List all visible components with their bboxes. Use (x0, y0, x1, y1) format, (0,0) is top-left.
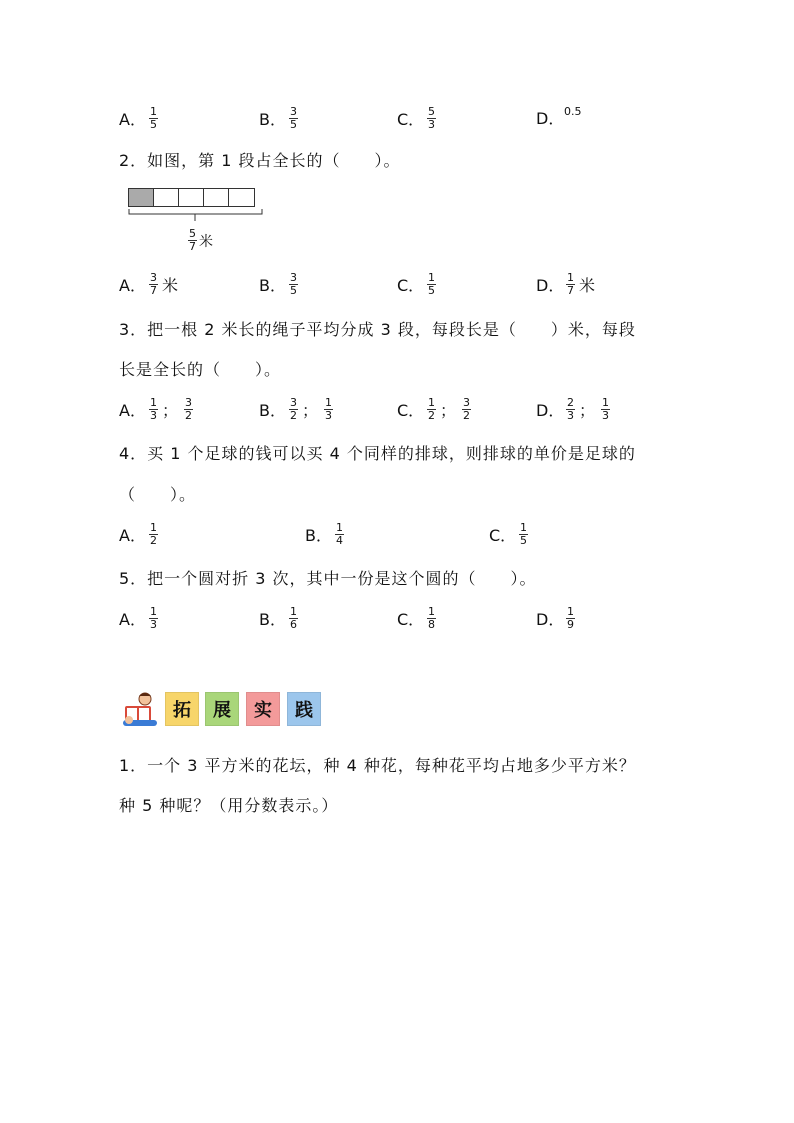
option-unit: 米 (162, 276, 179, 295)
fraction-numerator: 5 (428, 105, 435, 118)
fraction-denominator: 8 (428, 618, 435, 631)
fraction-denominator: 6 (290, 618, 297, 631)
fraction-denominator: 5 (150, 118, 157, 131)
fraction-denominator: 3 (567, 409, 574, 422)
fraction-denominator: 3 (428, 118, 435, 131)
option-separator: ； (162, 401, 179, 420)
reading-child-icon (121, 690, 159, 728)
option-b (259, 106, 300, 131)
fraction (289, 606, 298, 631)
fraction-denominator: 2 (185, 409, 193, 422)
option-b (305, 522, 346, 547)
fraction-denominator: 4 (336, 534, 343, 547)
bar-segment (229, 189, 254, 206)
fraction-numerator: 1 (325, 396, 333, 409)
bar-segment (154, 189, 179, 206)
option-separator: ； (579, 401, 596, 420)
option-value: 0.5 (564, 105, 582, 118)
option-letter: A． (119, 610, 146, 629)
option-letter: D． (536, 401, 565, 420)
option-letter: D． (536, 276, 565, 295)
fraction-numerator: 3 (463, 396, 471, 409)
fraction (462, 397, 471, 422)
section-title-tile: 实 (246, 692, 280, 726)
fraction (427, 272, 436, 297)
fraction (149, 397, 158, 422)
option-letter: C． (489, 526, 517, 545)
fraction-denominator: 7 (150, 284, 157, 297)
fraction-denominator: 3 (325, 409, 333, 422)
option-letter: C． (397, 610, 425, 629)
fraction (324, 397, 333, 422)
fraction (566, 397, 575, 422)
fraction (289, 106, 298, 131)
option-c (397, 397, 473, 422)
option-letter: A． (119, 110, 146, 129)
option-b (259, 272, 300, 297)
fraction (566, 606, 575, 631)
fraction (149, 106, 158, 131)
practice-question-line2: 种 5 种呢？（用分数表示。） (119, 796, 339, 815)
q5-question: 5．把一个圆对折 3 次，其中一份是这个圆的（ ）。 (119, 569, 537, 588)
option-separator: ； (440, 401, 457, 420)
option-letter: C． (397, 401, 425, 420)
fraction (566, 272, 575, 297)
option-a (119, 606, 160, 631)
option-c (489, 522, 530, 547)
fraction-numerator: 3 (290, 105, 297, 118)
fraction (149, 522, 158, 547)
fraction-numerator: 1 (520, 521, 527, 534)
fraction-numerator: 3 (185, 396, 193, 409)
fraction-denominator: 2 (428, 409, 435, 422)
option-letter: B． (259, 276, 286, 295)
option-a (119, 397, 195, 422)
fraction-numerator: 1 (150, 396, 157, 409)
fraction-numerator: 1 (150, 605, 157, 618)
option-letter: D． (536, 109, 565, 128)
fraction (427, 397, 436, 422)
bracket-length-label: $\frac{5}{7}$ 米 (189, 227, 213, 253)
option-d (536, 106, 582, 129)
fraction (427, 606, 436, 631)
option-letter: A． (119, 276, 146, 295)
option-unit: 米 (579, 276, 596, 295)
fraction-numerator: 1 (290, 605, 297, 618)
fraction-denominator: 5 (290, 118, 297, 131)
option-b (259, 397, 335, 422)
option-c (397, 606, 438, 631)
fraction-numerator: 2 (567, 396, 574, 409)
fraction-denominator: 2 (290, 409, 297, 422)
brace-bracket (128, 208, 263, 222)
practice-question-line1: 1．一个 3 平方米的花坛，种 4 种花，每种花平均占地多少平方米？ (119, 756, 636, 775)
option-d (536, 606, 577, 631)
option-separator: ； (302, 401, 319, 420)
option-c (397, 106, 438, 131)
fraction-denominator: 2 (150, 534, 157, 547)
option-d (536, 272, 595, 297)
fraction-denominator: 2 (463, 409, 471, 422)
bar-segment (129, 189, 154, 206)
fraction-denominator: 3 (602, 409, 610, 422)
option-c (397, 272, 438, 297)
fraction-denominator: 5 (290, 284, 297, 297)
section-title-tile: 践 (287, 692, 321, 726)
fraction-numerator: 1 (150, 521, 157, 534)
fraction (289, 397, 298, 422)
q2-question: 2．如图，第 1 段占全长的（ ）。 (119, 151, 401, 170)
option-letter: C． (397, 110, 425, 129)
option-a (119, 522, 160, 547)
option-letter: B． (305, 526, 332, 545)
fraction-numerator: 1 (150, 105, 157, 118)
q3-question-line2: 长是全长的（ ）。 (119, 360, 282, 379)
q3-question-line1: 3．把一根 2 米长的绳子平均分成 3 段，每段长是（ ）米，每段 (119, 320, 636, 339)
fraction-denominator: 9 (567, 618, 574, 631)
segment-bar (128, 188, 255, 207)
fraction-denominator: 7 (567, 284, 574, 297)
fraction-numerator: 1 (428, 271, 435, 284)
fraction (289, 272, 298, 297)
fraction-denominator: 3 (150, 618, 157, 631)
option-d (536, 397, 612, 422)
bar-segment (204, 189, 229, 206)
fraction (184, 397, 193, 422)
option-letter: C． (397, 276, 425, 295)
fraction-numerator: 1 (567, 271, 574, 284)
option-letter: B． (259, 110, 286, 129)
option-letter: B． (259, 401, 286, 420)
fraction (427, 106, 436, 131)
fraction-denominator: 3 (150, 409, 157, 422)
section-title-tile: 展 (205, 692, 239, 726)
fraction-numerator: 1 (567, 605, 574, 618)
fraction-numerator: 1 (428, 396, 435, 409)
fraction-numerator: 3 (290, 396, 297, 409)
fraction (149, 272, 158, 297)
option-a (119, 106, 160, 131)
fraction-numerator: 1 (428, 605, 435, 618)
fraction-denominator: 5 (520, 534, 527, 547)
option-letter: A． (119, 401, 146, 420)
q4-question-line2: （ ）。 (119, 485, 197, 504)
option-letter: B． (259, 610, 286, 629)
section-title-tile: 拓 (165, 692, 199, 726)
option-a (119, 272, 178, 297)
fraction-numerator: 3 (150, 271, 157, 284)
fraction (335, 522, 344, 547)
bar-segment (179, 189, 204, 206)
fraction-denominator: 5 (428, 284, 435, 297)
option-letter: A． (119, 526, 146, 545)
fraction (519, 522, 528, 547)
fraction (149, 606, 158, 631)
option-b (259, 606, 300, 631)
fraction-numerator: 1 (602, 396, 610, 409)
q4-question-line1: 4．买 1 个足球的钱可以买 4 个同样的排球，则排球的单价是足球的 (119, 444, 636, 463)
option-letter: D． (536, 610, 565, 629)
fraction (601, 397, 610, 422)
fraction-numerator: 1 (336, 521, 343, 534)
fraction-numerator: 3 (290, 271, 297, 284)
